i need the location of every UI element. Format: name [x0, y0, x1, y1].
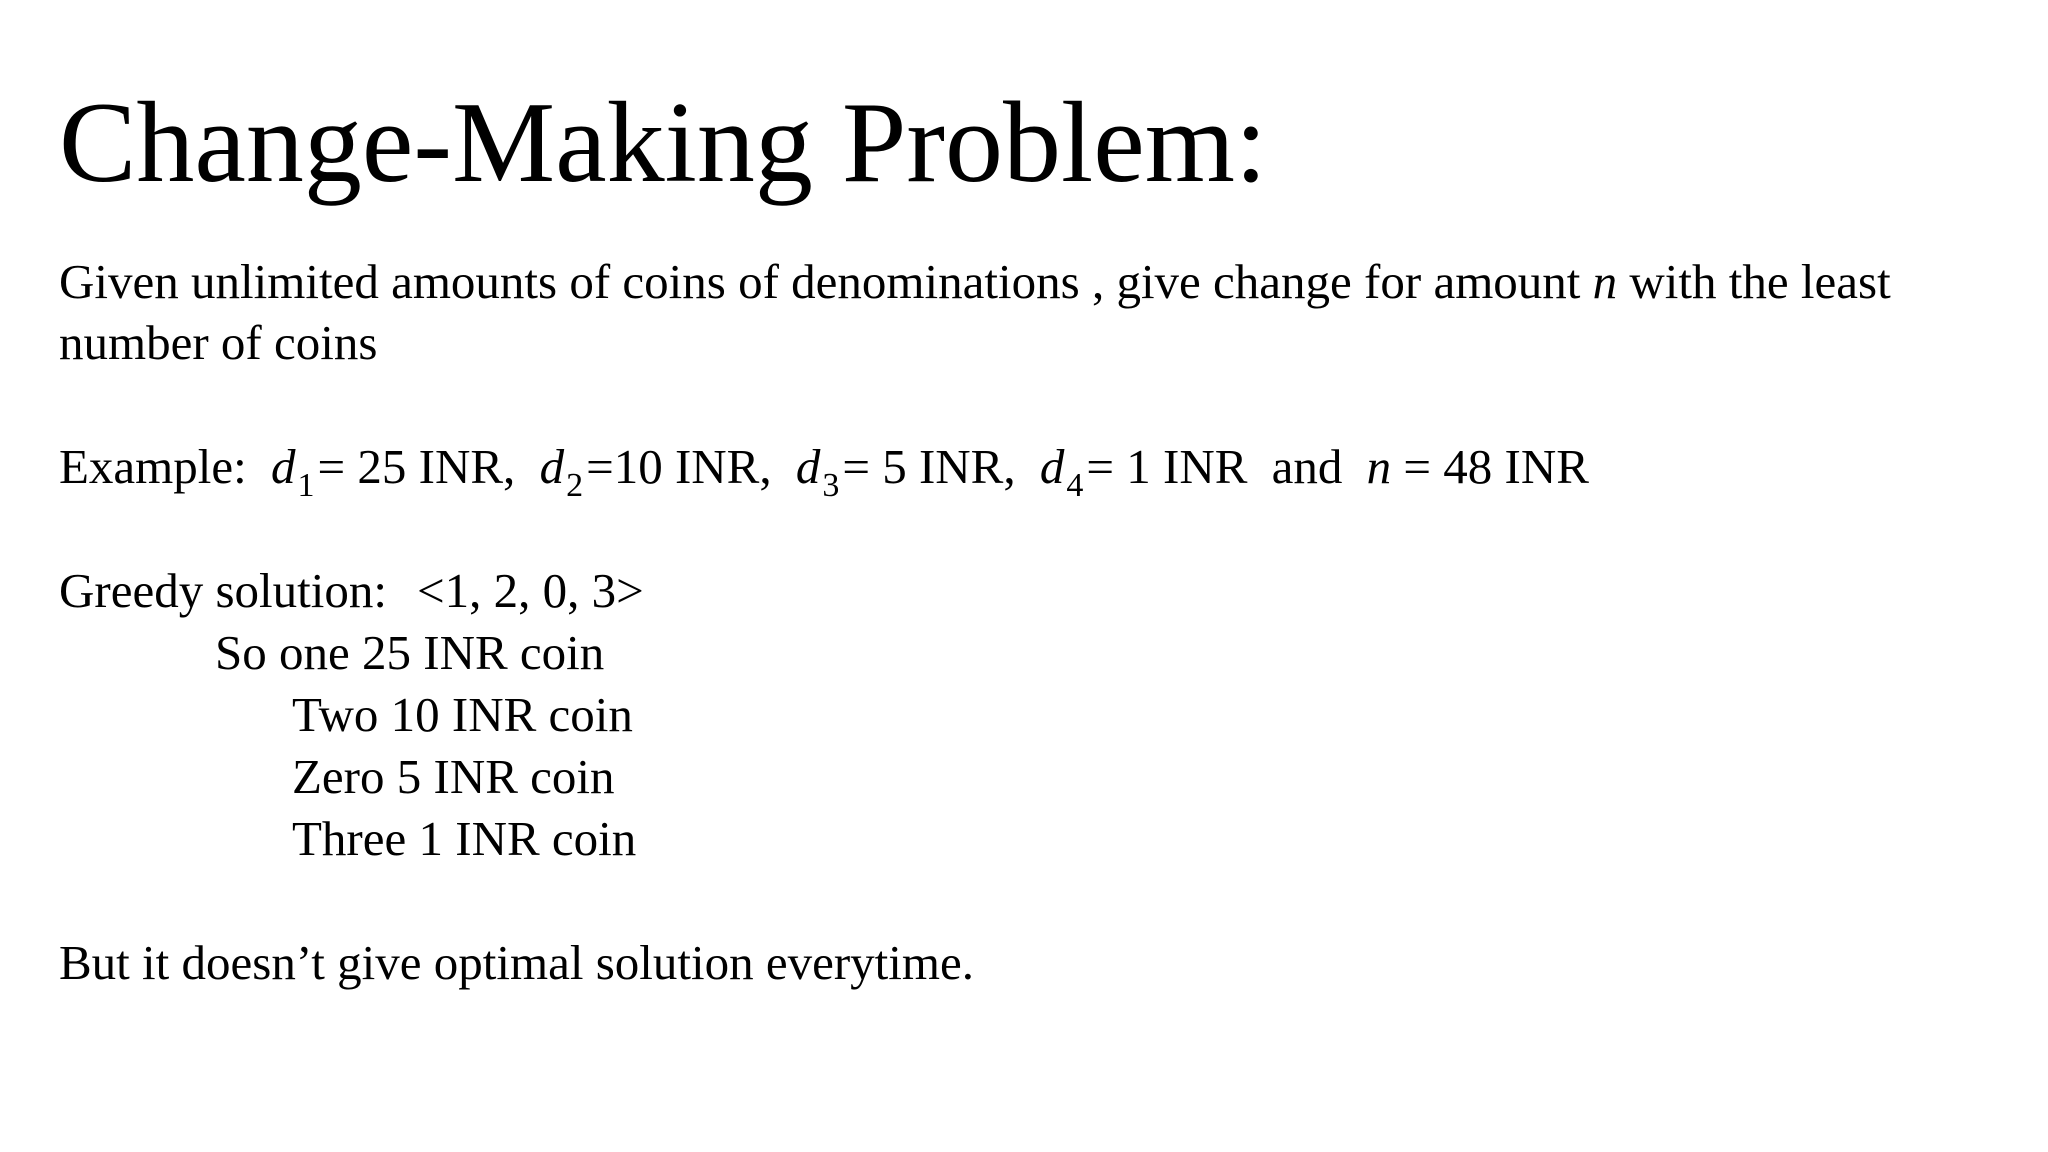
example-term-4-var: d: [1039, 439, 1065, 494]
example-label: Example:: [59, 439, 247, 494]
example-term-4-sub: 4: [1066, 467, 1084, 504]
greedy-detail-4: Three 1 INR coin: [292, 811, 637, 866]
greedy-line: [59, 561, 644, 621]
example-term-2-var: d: [539, 439, 565, 494]
example-term-3-value: = 5 INR,: [842, 439, 1016, 494]
example-term-1-sub: 1: [297, 467, 315, 504]
example-term-2-sub: 2: [566, 467, 584, 504]
example-n-var: n: [1366, 439, 1392, 494]
description-suffix: with the least: [1617, 254, 1891, 309]
greedy-detail-3: Zero 5 INR coin: [292, 749, 615, 804]
example-n-value: = 48 INR: [1403, 439, 1589, 494]
description-line-2: number of coins: [59, 315, 378, 370]
example-term-1-value: = 25 INR,: [317, 439, 516, 494]
example-term-4-value: = 1 INR: [1086, 439, 1248, 494]
example-term-3-sub: 3: [822, 467, 840, 504]
greedy-detail-1: So one 25 INR coin: [215, 625, 605, 680]
description-variable-n: n: [1592, 254, 1618, 309]
slide-title: Change-Making Problem:: [59, 79, 1268, 207]
greedy-detail-2: Two 10 INR coin: [292, 687, 633, 742]
example-term-3-var: d: [795, 439, 821, 494]
description-prefix: Given unlimited amounts of coins of denominations , give change for amount: [59, 254, 1593, 309]
example-and: and: [1271, 439, 1343, 494]
description-line-1: [59, 252, 1891, 312]
greedy-label: Greedy solution:: [59, 563, 387, 618]
example-term-2-value: =10 INR,: [586, 439, 772, 494]
example-line: [59, 437, 1589, 503]
example-term-1-var: d: [271, 439, 296, 494]
conclusion-line: But it doesn’t give optimal solution everytime.: [59, 935, 975, 990]
greedy-tuple: <1, 2, 0, 3>: [416, 563, 644, 618]
